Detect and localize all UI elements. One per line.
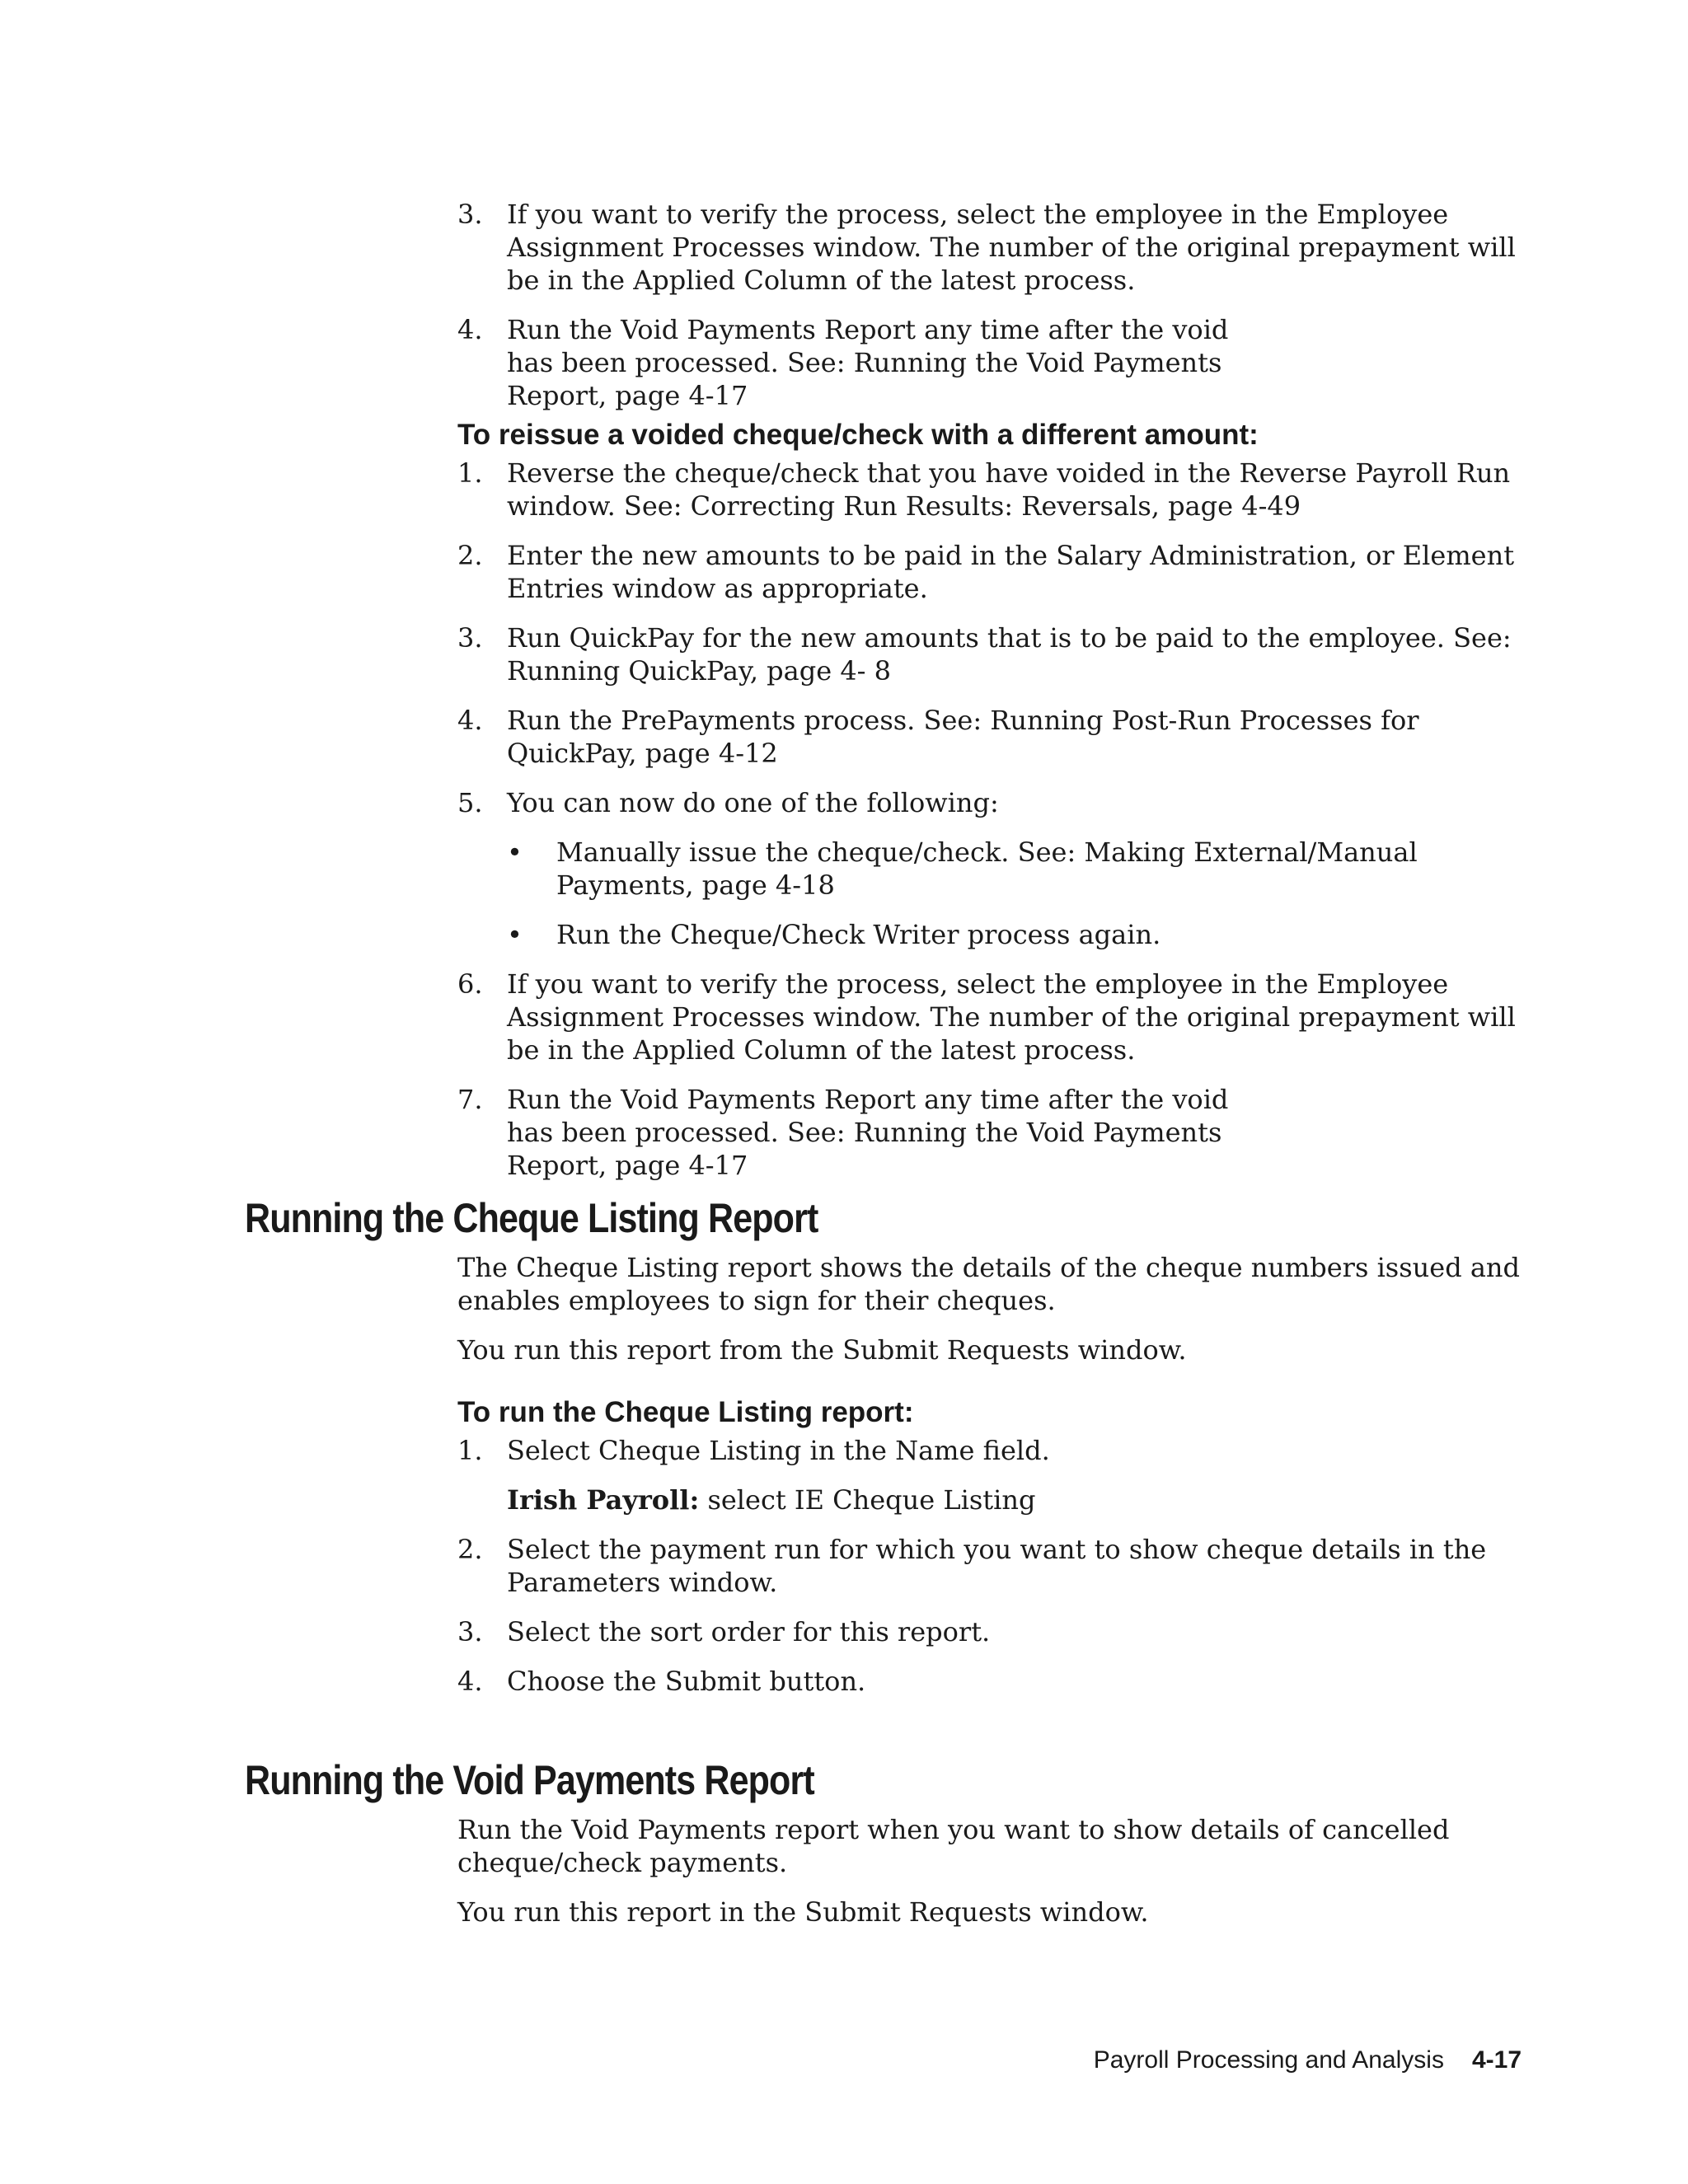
list-item [457, 704, 1529, 770]
paragraph: You run this report in the Submit Requests window. [457, 1896, 1149, 1928]
list-text: Run QuickPay for the new amounts that is to be paid to the employee. See: Running QuickPay, page 4- 8 [507, 622, 1512, 687]
list-number: 2. [457, 1534, 483, 1565]
paragraph: The Cheque Listing report shows the details of the cheque numbers issued and enables employees to sign for their cheques. [457, 1252, 1521, 1316]
list-item [457, 313, 1529, 412]
note-text: select IE Cheque Listing [699, 1484, 1036, 1516]
list-item [457, 968, 1529, 1066]
paragraph: Run the Void Payments report when you want to show details of cancelled cheque/check payments. [457, 1814, 1450, 1878]
bullet-text: Manually issue the cheque/check. See: Making External/Manual Payments, page 4-18 [556, 837, 1418, 901]
list-number: 1. [457, 457, 483, 489]
note-label: Irish Payroll: [507, 1484, 700, 1516]
section-heading-cheque-listing: Running the Cheque Listing Report [245, 1195, 818, 1241]
list-text: You can now do one of the following: [507, 787, 999, 818]
cheque-listing-subheading: To run the Cheque Listing report: [457, 1396, 914, 1428]
list-item [457, 1434, 1529, 1467]
section-heading-void-payments: Running the Void Payments Report [245, 1757, 814, 1803]
list-item [457, 1665, 1529, 1698]
list-number: 5. [457, 787, 483, 818]
bullet-item [457, 836, 1529, 902]
list-text: Select Cheque Listing in the Name field. [507, 1435, 1050, 1466]
list-text: Run the Void Payments Report any time after the void has been processed. See: Running the Void Payments Report, page 4-17 [507, 1084, 1229, 1181]
list-number: 4. [457, 314, 483, 345]
list-number: 3. [457, 199, 483, 230]
list-item [457, 1533, 1529, 1599]
page-number: 4-17 [1471, 2046, 1522, 2074]
list-item [457, 1083, 1529, 1182]
list-text: Select the payment run for which you want to show cheque details in the Parameters window. [507, 1534, 1487, 1598]
list-item [457, 621, 1529, 687]
list-text: Select the sort order for this report. [507, 1616, 991, 1647]
bullet-icon: • [507, 837, 523, 868]
list-number: 6. [457, 968, 483, 1000]
reissue-heading: To reissue a voided cheque/check with a different amount: [457, 419, 1259, 451]
list-item [457, 539, 1529, 605]
void-steps-list [457, 198, 1529, 429]
footer-title: Payroll Processing and Analysis [1093, 2046, 1444, 2074]
void-payments-section [457, 1813, 1529, 1945]
list-number: 7. [457, 1084, 483, 1115]
list-number: 2. [457, 540, 483, 571]
list-item [457, 786, 1529, 819]
list-number: 4. [457, 705, 483, 736]
list-text: If you want to verify the process, select the employee in the Employee Assignment Processes window. The number of the original prepayment will be in the Applied Column of the latest process. [507, 968, 1516, 1066]
list-item [457, 1615, 1529, 1648]
list-text: If you want to verify the process, select the employee in the Employee Assignment Processes window. The number of the original prepayment will be in the Applied Column of the latest process. [507, 199, 1516, 296]
paragraph: You run this report from the Submit Requests window. [457, 1334, 1187, 1366]
list-number: 1. [457, 1435, 483, 1466]
bullet-text: Run the Cheque/Check Writer process again. [556, 919, 1161, 950]
list-text: Reverse the cheque/check that you have voided in the Reverse Payroll Run window. See: Correcting Run Results: Reversals, page 4-49 [507, 457, 1511, 522]
list-number: 3. [457, 622, 483, 654]
list-text: Choose the Submit button. [507, 1666, 866, 1697]
list-item [457, 198, 1529, 297]
reissue-section [457, 417, 1529, 1198]
list-text: Enter the new amounts to be paid in the Salary Administration, or Element Entries window as appropriate. [507, 540, 1515, 604]
list-text: Run the PrePayments process. See: Running Post-Run Processes for QuickPay, page 4-12 [507, 705, 1419, 769]
bullet-item [457, 918, 1529, 951]
page-footer [1094, 2044, 1522, 2077]
list-number: 4. [457, 1666, 483, 1697]
list-item [457, 457, 1529, 523]
list-text: Run the Void Payments Report any time after the void has been processed. See: Running the Void Payments Report, page 4-17 [507, 314, 1229, 411]
irish-payroll-note [457, 1483, 1529, 1516]
bullet-icon: • [507, 919, 523, 950]
list-number: 3. [457, 1616, 483, 1647]
cheque-listing-section [457, 1251, 1529, 1714]
